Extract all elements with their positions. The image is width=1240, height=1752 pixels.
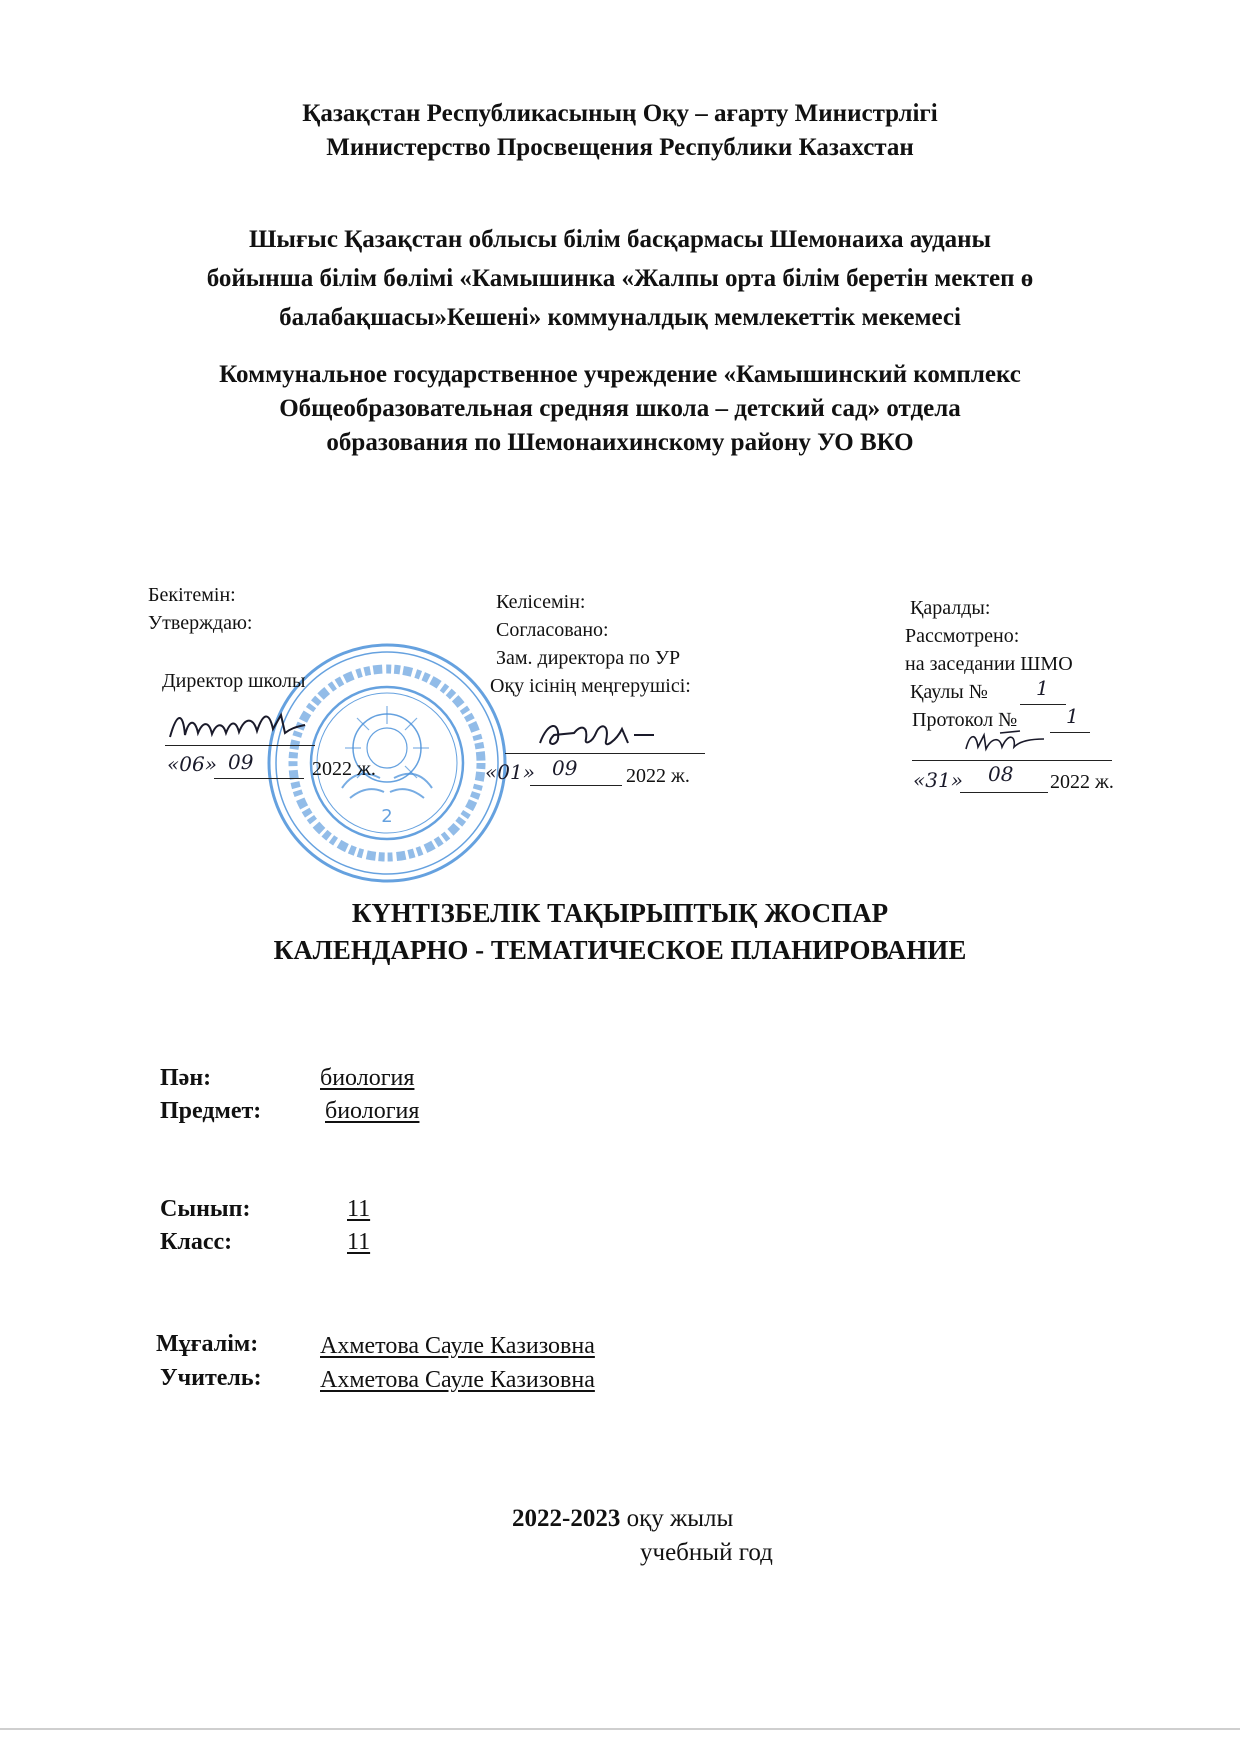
director-label: Директор школы <box>162 670 306 692</box>
shmo-signature <box>960 727 1050 757</box>
doc-title-kz: КҮНТІЗБЕЛІК ТАҚЫРЫПТЫҚ ЖОСПАР <box>351 898 889 928</box>
org-kz-line-2: бойынша білім бөлімі «Камышинка «Жалпы орта білім беретін мектеп ө <box>206 265 1034 292</box>
deputy-signature <box>530 715 660 755</box>
director-date-prefix: «06» <box>167 752 217 776</box>
director-signature <box>165 707 315 749</box>
subject-ru-value: биология <box>325 1098 420 1124</box>
deputy-director-label: Зам. директора по УР <box>496 647 681 669</box>
resolution-number-value: 1 <box>1036 676 1049 700</box>
reviewed-ru-label: Рассмотрено: <box>905 625 1020 647</box>
teacher-kz-label: Мұғалім: <box>156 1331 259 1357</box>
shmo-date-month: 08 <box>988 762 1014 786</box>
director-date-year: 2022 ж. <box>312 758 376 780</box>
ministry-kz: Қазақстан Республикасының Оқу – ағарту Министрлігі <box>302 100 938 127</box>
academic-year-kz-suffix: оқу жылы <box>626 1505 734 1532</box>
director-sign-line <box>165 745 315 746</box>
shmo-date-prefix: «31» <box>913 768 963 792</box>
shmo-date-line <box>960 792 1048 793</box>
reviewed-kz-label: Қаралды: <box>910 597 991 619</box>
academic-year-range: 2022-2023 <box>512 1505 621 1532</box>
org-ru-line-3: образования по Шемонаихинскому району УО ВКО <box>326 429 914 456</box>
shmo-date-year: 2022 ж. <box>1050 771 1114 793</box>
protocol-number-value: 1 <box>1066 704 1079 728</box>
deputy-date-year: 2022 ж. <box>626 765 690 787</box>
academic-year-kz <box>512 1502 733 1536</box>
ministry-ru: Министерство Просвещения Республики Казахстан <box>326 134 914 161</box>
subject-kz-value: биология <box>320 1065 415 1091</box>
subject-kz-label: Пән: <box>160 1065 212 1091</box>
org-kz-line-1: Шығыс Қазақстан облысы білім басқармасы Шемонаиха ауданы <box>248 226 992 253</box>
shmo-sign-line <box>912 760 1112 761</box>
deputy-date-line <box>530 785 622 786</box>
seal-number: 2 <box>381 806 393 827</box>
protocol-number-line <box>1050 732 1090 733</box>
org-ru-line-1: Коммунальное государственное учреждение «Камышинский комплекс <box>219 361 1021 388</box>
approve-ru-label: Утверждаю: <box>148 612 253 634</box>
director-date-line <box>214 778 304 779</box>
resolution-number-label: Қаулы № <box>910 681 988 703</box>
agree-ru-label: Согласовано: <box>496 619 609 641</box>
scan-bottom-edge <box>0 1728 1240 1730</box>
protocol-number-label: Протокол № <box>912 709 1018 731</box>
class-kz-label: Сынып: <box>160 1196 251 1222</box>
subject-ru-label: Предмет: <box>160 1098 262 1124</box>
class-ru-value: 11 <box>347 1229 371 1255</box>
agree-kz-label: Келісемін: <box>496 591 586 613</box>
resolution-number-line <box>1020 704 1066 705</box>
teacher-ru-value: Ахметова Сауле Казизовна <box>320 1367 595 1393</box>
teacher-kz-value: Ахметова Сауле Казизовна <box>320 1333 595 1359</box>
org-kz-line-3: балабақшасы»Кешені» коммуналдық мемлекеттік мекемесі <box>279 304 961 331</box>
teacher-ru-label: Учитель: <box>160 1365 262 1391</box>
deputy-date-month: 09 <box>552 756 578 780</box>
deputy-date-prefix: «01» <box>485 760 535 784</box>
director-date-month: 09 <box>228 750 254 774</box>
org-ru-line-2: Общеобразовательная средняя школа – детский сад» отдела <box>279 395 961 422</box>
approve-kz-label: Бекітемін: <box>148 584 236 606</box>
deputy-sign-line <box>505 753 705 754</box>
class-kz-value: 11 <box>347 1196 371 1222</box>
class-ru-label: Класс: <box>160 1229 233 1255</box>
head-teacher-label: Оқу ісінің меңгерушісі: <box>490 675 691 697</box>
academic-year-ru: учебный год <box>640 1539 773 1566</box>
doc-title-ru: КАЛЕНДАРНО - ТЕМАТИЧЕСКОЕ ПЛАНИРОВАНИЕ <box>273 935 967 965</box>
shmo-meeting-label: на заседании ШМО <box>905 653 1073 675</box>
